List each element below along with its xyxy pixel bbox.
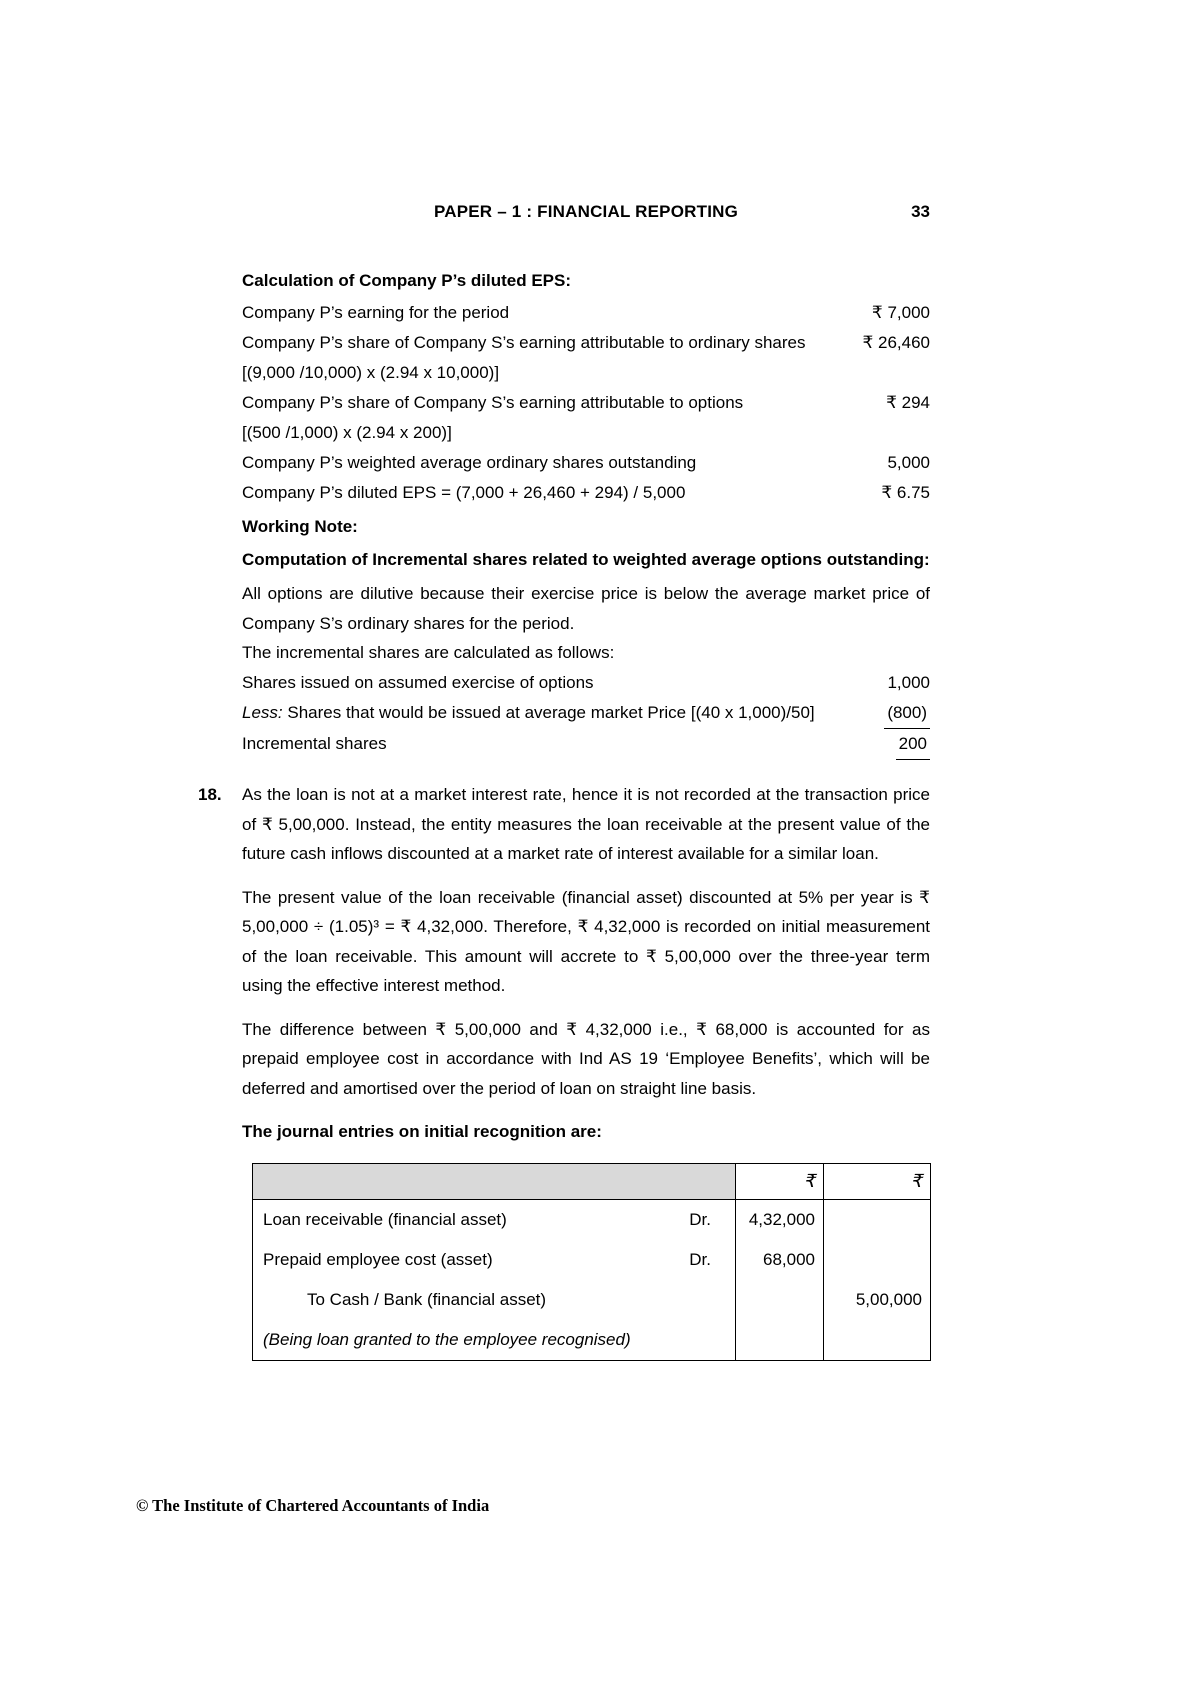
- journal-row-2: [253, 1240, 931, 1280]
- eps-line-1: [242, 298, 930, 328]
- eps-line-7: [242, 478, 930, 508]
- journal-row-3: [253, 1280, 931, 1320]
- journal-account-cell: [253, 1280, 736, 1320]
- journal-narration-cell: [253, 1320, 736, 1361]
- journal-table-header-row: [253, 1164, 931, 1200]
- journal-debit-cell: [736, 1280, 824, 1320]
- working-note-heading: Working Note:: [242, 517, 358, 536]
- main-content: [198, 266, 930, 1361]
- eps-heading: Calculation of Company P’s diluted EPS:: [242, 271, 572, 290]
- journal-debit-cell: 4,32,000: [736, 1200, 824, 1241]
- working-note-para-1: All options are dilutive because their exercise price is below the average market price of Company S’s ordinary shares for the period.: [242, 584, 930, 633]
- line-amount: ₹ 6.75: [881, 483, 930, 502]
- line-label: [(500 /1,000) x (2.94 x 200)]: [242, 423, 452, 442]
- item-18-para-2: The present value of the loan receivable (financial asset) discounted at 5% per year is ₹ 5,00,000 ÷ (1.05)³ = ₹ 4,32,000. Therefore, ₹ 4,32,000 is recorded on initial measurement of the loan receivable. This amount will accrete to ₹ 5,00,000 over the three-year term using the effective interest method.: [242, 887, 930, 995]
- rupee-symbol: ₹: [910, 1171, 922, 1191]
- journal-account-cell: [253, 1200, 736, 1241]
- line-label: Company P’s share of Company S’s earning attributable to ordinary shares: [242, 333, 806, 352]
- line-amount: 5,000: [887, 453, 930, 472]
- item-18: [198, 780, 930, 1361]
- line-label: [(9,000 /10,000) x (2.94 x 10,000)]: [242, 363, 500, 382]
- page-header: [242, 202, 930, 226]
- working-note-subheading: Computation of Incremental shares related to weighted average options outstanding:: [242, 550, 930, 569]
- journal-credit-cell: [824, 1320, 931, 1361]
- line-label: Shares issued on assumed exercise of options: [242, 673, 594, 692]
- line-amount: 200: [896, 729, 930, 760]
- journal-account-cell: [253, 1240, 736, 1280]
- copyright-footer: © The Institute of Chartered Accountants of India: [136, 1496, 490, 1515]
- journal-header-desc-cell: [253, 1164, 736, 1200]
- journal-heading: The journal entries on initial recognition are:: [242, 1122, 602, 1141]
- less-prefix: Less:: [242, 703, 283, 722]
- rupee-symbol: ₹: [803, 1171, 815, 1191]
- account-name: Prepaid employee cost (asset): [263, 1250, 493, 1269]
- line-label: [242, 698, 815, 728]
- header-title: PAPER – 1 : FINANCIAL REPORTING: [433, 202, 739, 221]
- working-note-para-2: The incremental shares are calculated as follows:: [242, 643, 615, 662]
- line-label: Company P’s diluted EPS = (7,000 + 26,460 + 294) / 5,000: [242, 483, 686, 502]
- working-note-line-3: [242, 729, 930, 760]
- line-amount: 1,000: [887, 673, 930, 692]
- journal-header-debit-cell: [736, 1164, 824, 1200]
- eps-line-6: [242, 448, 930, 478]
- eps-line-2: [242, 328, 930, 358]
- journal-credit-cell: [824, 1240, 931, 1280]
- journal-row-1: [253, 1200, 931, 1241]
- item-18-para-1: As the loan is not at a market interest rate, hence it is not recorded at the transaction price of ₹ 5,00,000. Instead, the entity measures the loan receivable at the present value of the future cash inflows discounted at a market rate of interest available for a similar loan.: [242, 785, 930, 863]
- journal-table: [252, 1163, 931, 1361]
- narration-text: (Being loan granted to the employee recognised): [263, 1330, 631, 1349]
- drcr-label: Dr.: [689, 1210, 711, 1229]
- line-label: Incremental shares: [242, 734, 387, 753]
- line-amount: (800): [884, 698, 930, 729]
- line-label: Company P’s weighted average ordinary shares outstanding: [242, 453, 697, 472]
- account-name: Loan receivable (financial asset): [263, 1210, 507, 1229]
- account-name: To Cash / Bank (financial asset): [307, 1290, 547, 1309]
- journal-debit-cell: 68,000: [736, 1240, 824, 1280]
- journal-credit-cell: 5,00,000: [824, 1280, 931, 1320]
- line-label: Company P’s share of Company S’s earning attributable to options: [242, 393, 744, 412]
- line-amount: ₹ 7,000: [871, 303, 930, 322]
- drcr-label: Dr.: [689, 1250, 711, 1269]
- working-note-line-2: [242, 698, 930, 729]
- working-note-line-1: [242, 668, 930, 698]
- line-amount: ₹ 26,460: [862, 333, 930, 352]
- eps-line-4: [242, 388, 930, 418]
- journal-credit-cell: [824, 1200, 931, 1241]
- journal-row-4: [253, 1320, 931, 1361]
- line-label: Company P’s earning for the period: [242, 303, 510, 322]
- less-text: Shares that would be issued at average market Price [(40 x 1,000)/50]: [282, 703, 815, 722]
- journal-debit-cell: [736, 1320, 824, 1361]
- line-amount: ₹ 294: [886, 393, 930, 412]
- eps-line-5: [242, 418, 930, 448]
- item-18-para-3: The difference between ₹ 5,00,000 and ₹ 4,32,000 i.e., ₹ 68,000 is accounted for as prepaid employee cost in accordance with Ind AS 19 ‘Employee Benefits’, which will be deferred and amortised over the period of loan on straight line basis.: [242, 1019, 930, 1098]
- item-18-number: 18.: [198, 785, 222, 804]
- page-number: 33: [911, 202, 930, 221]
- journal-header-credit-cell: [824, 1164, 931, 1200]
- eps-line-3: [242, 358, 930, 388]
